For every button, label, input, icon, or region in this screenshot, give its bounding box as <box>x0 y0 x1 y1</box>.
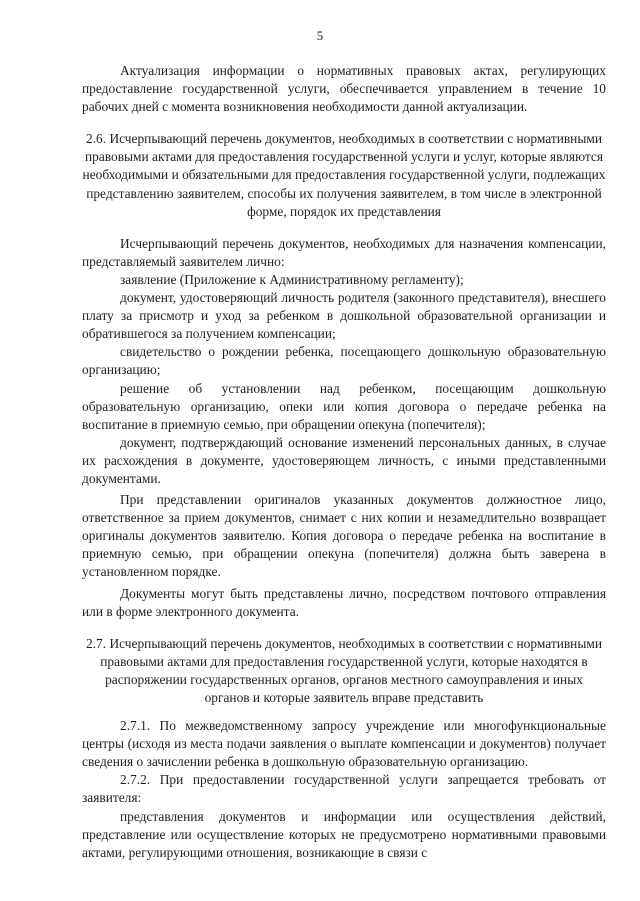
list-item-identity-document: документ, удостоверяющий личность родителя (законного представителя), внесшего плату за присмотр и уход за ребенком в дошкольной образовательной организации и обратившегося за получением компенсации; <box>82 290 606 342</box>
section-heading-2-6: 2.6. Исчерпывающий перечень документов, необходимых в соответствии с нормативными правовыми актами для предоставления государственной услуги и услуг, которые являются необходимыми и обязательными для предоставления государственной услуги, подлежащих представлению заявителем, способы их получения заявителем, в том числе в электронной форме, порядок их представления <box>82 131 606 219</box>
paragraph-documents-list-intro: Исчерпывающий перечень документов, необходимых для назначения компенсации, представляемый заявителем лично: <box>82 235 606 269</box>
list-item-birth-certificate: свидетельство о рождении ребенка, посещающего дошкольную образовательную организацию; <box>82 344 606 378</box>
paragraph-actualization: Актуализация информации о нормативных правовых актах, регулирующих предоставление государственной услуги, обеспечивается управлением в течение 10 рабочих дней с момента возникновения необходимости данной актуализации. <box>82 63 606 115</box>
list-item-guardianship-decision: решение об установлении над ребенком, посещающим дошкольную образовательную организацию, опеки или копия договора о передаче ребенка на воспитание в приемную семью, при обращении опекуна (попечителя); <box>82 380 606 432</box>
list-item-personal-data-change: документ, подтверждающий основание изменений персональных данных, в случае их расхождения в документе, удостоверяющем личность, с иными представленными документами. <box>82 434 606 486</box>
section-heading-2-7: 2.7. Исчерпывающий перечень документов, необходимых в соответствии с нормативными правовыми актами для предоставления государственной услуги, которые находятся в распоряжении государственных органов, органов местного самоуправления и иных органов и которые заявитель вправе представить <box>86 635 602 705</box>
page-number: 5 <box>316 28 324 43</box>
list-item-application: заявление (Приложение к Административному регламенту); <box>120 271 464 287</box>
paragraph-2-7-2: 2.7.2. При предоставлении государственной услуги запрещается требовать от заявителя: <box>82 772 606 806</box>
paragraph-2-7-1: 2.7.1. По межведомственному запросу учреждение или многофункциональные центры (исходя из места подачи заявления о выплате компенсации и документов) получает сведения о зачислении ребенка в дошкольную образовательную организацию. <box>82 718 606 770</box>
paragraph-originals-copies: При представлении оригиналов указанных документов должностное лицо, ответственное за прием документов, снимает с них копии и незамедлительно возвращает оригиналы документов заявителю. Копия договора о передаче ребенка на воспитание в приемную семью, при обращении опекуна (попечителя) должна быть заверена в установленном порядке. <box>82 492 606 580</box>
paragraph-submission-methods: Документы могут быть представлены лично, посредством почтового отправления или в форме электронного документа. <box>82 585 606 619</box>
paragraph-2-7-2-item: представления документов и информации или осуществления действий, представление или осуществление которых не предусмотрено нормативными правовыми актами, регулирующими отношения, возникающие в связи с <box>82 808 606 860</box>
document-body <box>82 62 606 862</box>
